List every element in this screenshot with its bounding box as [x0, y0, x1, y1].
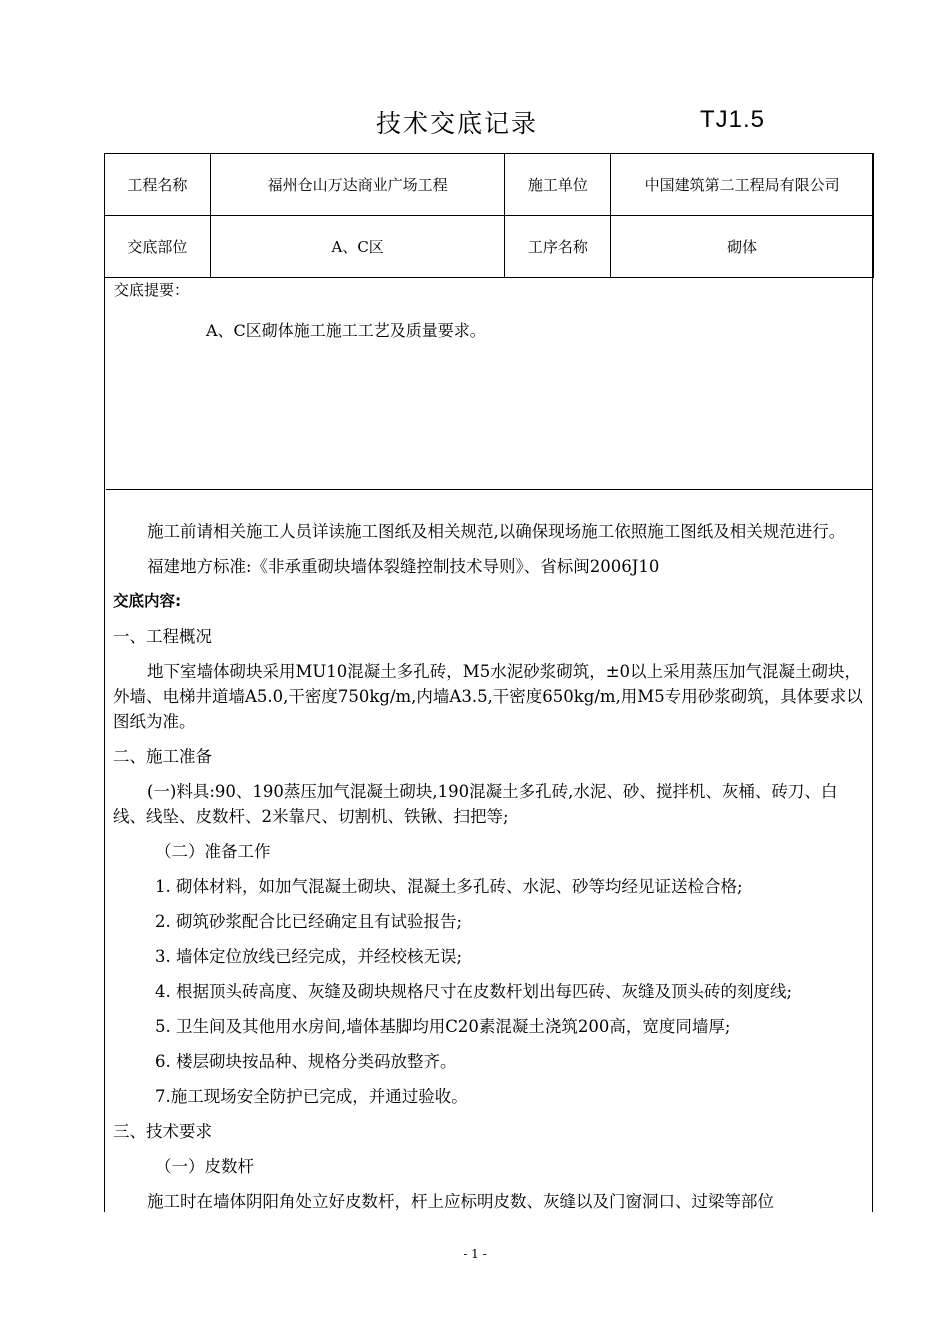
summary-label: 交底提要： — [114, 281, 190, 299]
info-row-location — [105, 216, 874, 278]
summary-text: A、C区砌体施工施工工艺及质量要求。 — [206, 321, 486, 340]
section-1-text: 地下室墙体砌块采用MU10混凝土多孔砖，M5水泥砂浆砌筑，±0以上采用蒸压加气混凝土砌块，外墙、电梯井道墙A5.0,干密度750kg/m,内墙A3.5,干密度650kg/m,用M5专用砂浆砌筑，具体要求以图纸为准。 — [113, 662, 863, 731]
prep-item: 4. 根据顶头砖高度、灰缝及砌块规格尺寸在皮数杆划出每匹砖、灰缝及顶头砖的刻度线; — [155, 982, 793, 1001]
section-1-title: 一、工程概况 — [113, 627, 212, 646]
label-project-name: 工程名称 — [105, 154, 211, 216]
page-number: - 1 - — [463, 1247, 487, 1261]
section-2-materials: (一)料具:90、190蒸压加气混凝土砌块,190混凝土多孔砖,水泥、砂、搅拌机、灰桶、砖刀、白线、线坠、皮数杆、2米靠尺、切割机、铁锹、扫把等; — [113, 782, 838, 826]
section-2-title: 二、施工准备 — [113, 747, 212, 766]
intro-paragraph: 施工前请相关施工人员详读施工图纸及相关规范,以确保现场施工依照施工图纸及相关规范进行。 — [147, 522, 846, 541]
label-location: 交底部位 — [105, 216, 211, 278]
section-3-text: 施工时在墙体阴阳角处立好皮数杆，杆上应标明皮数、灰缝以及门窗洞口、过梁等部位 — [147, 1192, 774, 1211]
value-contractor: 中国建筑第二工程局有限公司 — [611, 154, 874, 216]
prep-item: 3. 墙体定位放线已经完成，并经校核无误; — [155, 947, 463, 966]
label-process: 工序名称 — [505, 216, 611, 278]
info-row-project — [105, 154, 874, 216]
prep-item: 7.施工现场安全防护已完成，并通过验收。 — [155, 1087, 468, 1106]
document-title: 技术交底记录 — [376, 109, 539, 138]
prep-item: 6. 楼层砌块按品种、规格分类码放整齐。 — [155, 1052, 457, 1071]
section-3-sub1: （一）皮数杆 — [155, 1157, 254, 1176]
content-heading: 交底内容: — [113, 592, 182, 610]
info-table — [104, 153, 874, 278]
label-contractor: 施工单位 — [505, 154, 611, 216]
section-2-prep-title: （二）准备工作 — [155, 842, 271, 861]
prep-item: 1. 砌体材料，如加气混凝土砌块、混凝土多孔砖、水泥、砂等均经见证送检合格; — [155, 877, 743, 896]
prep-item: 2. 砌筑砂浆配合比已经确定且有试验报告; — [155, 912, 463, 931]
section-3-title: 三、技术要求 — [113, 1122, 212, 1141]
document-code: TJ1.5 — [700, 106, 766, 133]
document-title-bar — [0, 104, 950, 144]
value-process: 砌体 — [611, 216, 874, 278]
content-body — [113, 519, 867, 1214]
value-project-name: 福州仓山万达商业广场工程 — [210, 154, 505, 216]
standard-reference: 福建地方标准:《非承重砌块墙体裂缝控制技术导则》、省标闽2006J10 — [147, 557, 660, 576]
prep-item: 5. 卫生间及其他用水房间,墙体基脚均用C20素混凝土浇筑200高，宽度同墙厚; — [155, 1017, 731, 1036]
summary-section — [106, 277, 873, 490]
value-location: A、C区 — [210, 216, 505, 278]
